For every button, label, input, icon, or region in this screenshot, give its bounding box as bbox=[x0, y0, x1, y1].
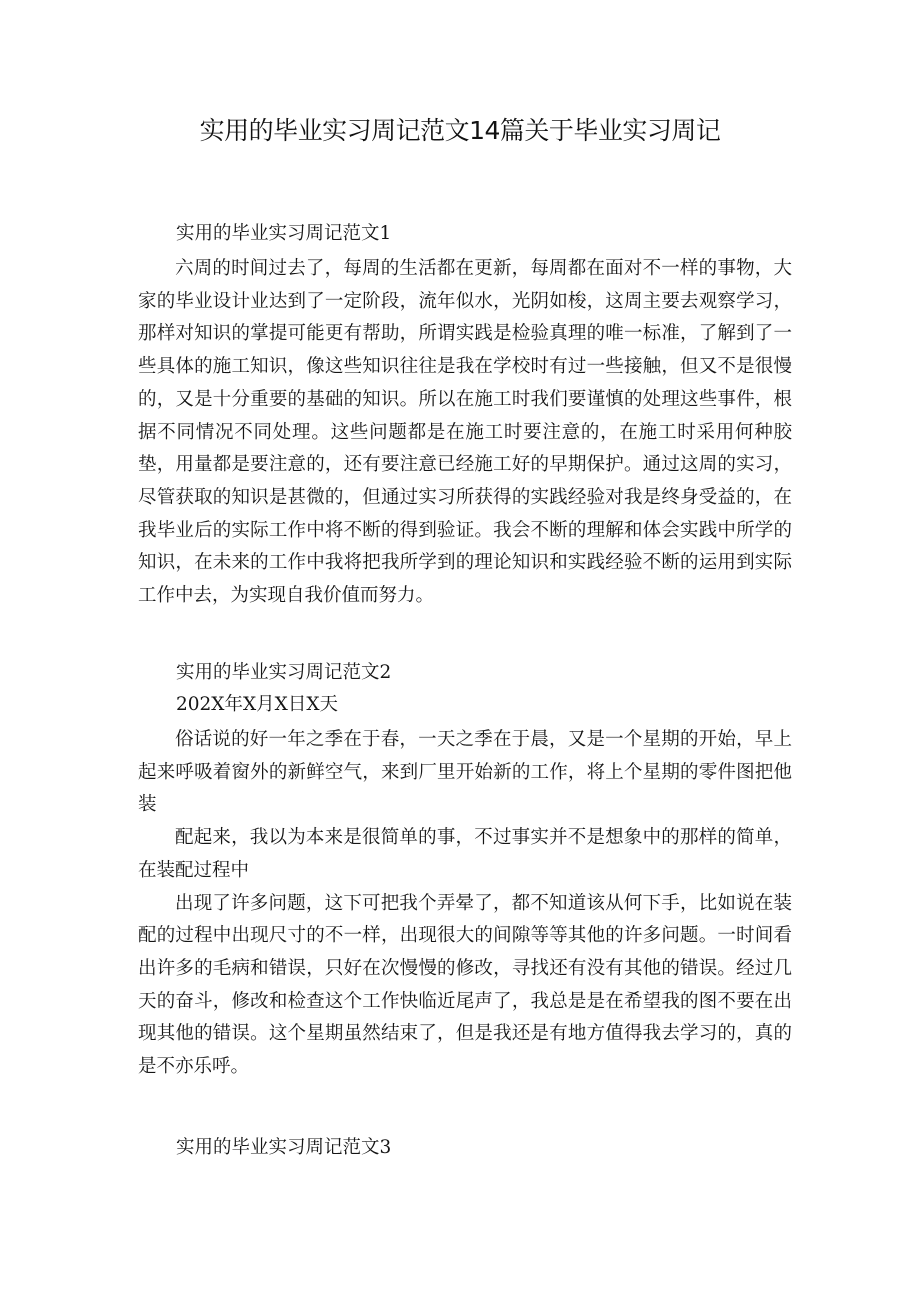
section-body-1 bbox=[138, 253, 792, 613]
section-heading-2: 实用的毕业实习周记范文2 bbox=[176, 662, 392, 683]
document-title: 实用的毕业实习周记范文14篇关于毕业实习周记 bbox=[199, 116, 721, 145]
section-heading-1: 实用的毕业实习周记范文1 bbox=[176, 223, 392, 244]
entry-date: 202X年X月X日X天 bbox=[176, 694, 338, 715]
paragraph: 俗话说的好一年之季在于春，一天之季在于晨，又是一个星期的开始，早上起来呼吸着窗外的新鲜空气，来到厂里开始新的工作，将上个星期的零件图把他装 bbox=[138, 729, 792, 816]
section-heading-3: 实用的毕业实习周记范文3 bbox=[176, 1137, 392, 1158]
paragraph: 六周的时间过去了，每周的生活都在更新，每周都在面对不一样的事物，大家的毕业设计业达到了一定阶段，流年似水，光阴如梭，这周主要去观察学习，那样对知识的掌提可能更有帮助，所谓实践是检验真理的唯一标准，了解到了一些具体的施工知识，像这些知识往往是我在学校时有过一些接触，但又不是很慢的，又是十分重要的基础的知识。所以在施工时我们要谨慎的处理这些事件，根据不同情况不同处理。这些问题都是在施工时要注意的，在施工时采用何种胶垫，用量都是要注意的，还有要注意已经施工好的早期保护。通过这周的实习，尽管获取的知识是甚微的，但通过实习所获得的实践经验对我是终身受益的，在我毕业后的实际工作中将不断的得到验证。我会不断的理解和体会实践中所学的知识，在未来的工作中我将把我所学到的理论知识和实践经验不断的运用到实际工作中去，为实现自我价值而努力。 bbox=[138, 258, 792, 607]
paragraph: 配起来，我以为本来是很简单的事，不过事实并不是想象中的那样的简单，在装配过程中 bbox=[138, 827, 792, 881]
section-body-2 bbox=[138, 724, 792, 1084]
paragraph: 出现了许多问题，这下可把我个弄晕了，都不知道该从何下手，比如说在装配的过程中出现尺寸的不一样，出现很大的间隙等等其他的许多问题。一时间看出许多的毛病和错误，只好在次慢慢的修改，寻找还有没有其他的错误。经过几天的奋斗，修改和检查这个工作快临近尾声了，我总是是在希望我的图不要在出现其他的错误。这个星期虽然结束了，但是我还是有地方值得我去学习的，真的是不亦乐呼。 bbox=[138, 892, 792, 1078]
